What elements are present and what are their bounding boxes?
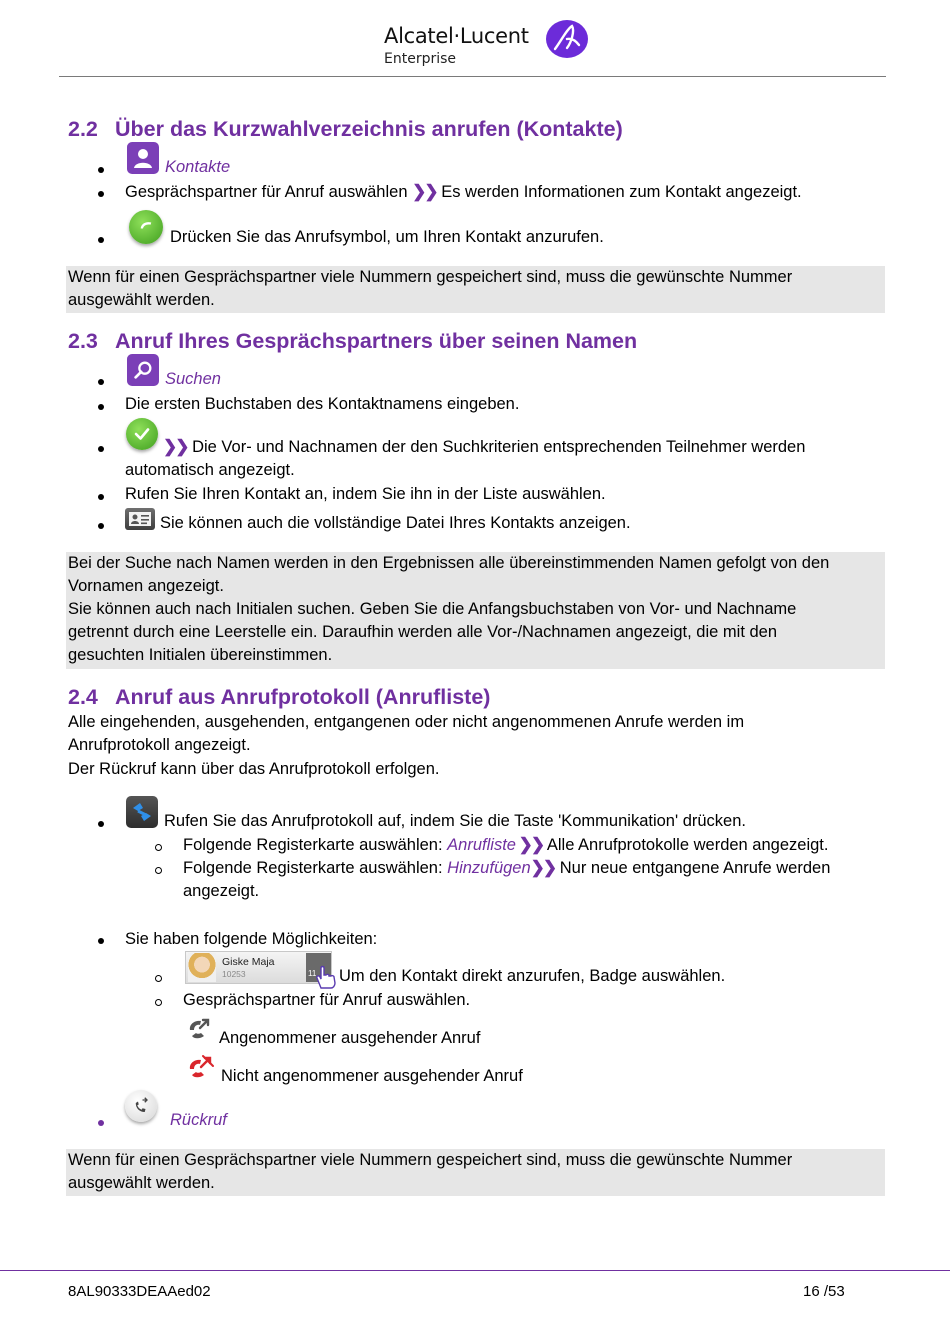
- intro-text: [68, 711, 744, 781]
- bullet: [98, 821, 104, 827]
- chevron-right-icon: ❯❯: [163, 437, 188, 456]
- item-text: angezeigt.: [183, 882, 260, 900]
- missed-outgoing-call-icon: [186, 1053, 216, 1083]
- call-icon[interactable]: [129, 210, 163, 244]
- item-text: Angenommener ausgehender Anruf: [219, 1029, 481, 1047]
- note-line: ausgewählt werden.: [68, 1174, 215, 1192]
- section-title: Über das Kurzwahlverzeichnis anrufen (Kontakte): [115, 117, 623, 141]
- search-icon[interactable]: [127, 354, 159, 386]
- bullet: [98, 938, 104, 944]
- item-text: Nur neue entgangene Anrufe werden: [559, 859, 831, 877]
- footer-rule: [0, 1270, 950, 1271]
- contacts-icon[interactable]: [127, 142, 159, 174]
- contacts-label[interactable]: Kontakte: [165, 158, 231, 176]
- item-text: Rufen Sie das Anrufprotokoll auf, indem Sie die Taste 'Kommunikation' drücken.: [164, 812, 746, 830]
- list-item: [125, 182, 802, 202]
- item-text: automatisch angezeigt.: [125, 461, 295, 479]
- bullet: [98, 404, 104, 410]
- note-line: gesuchten Initialen übereinstimmen.: [68, 646, 333, 664]
- chevron-right-icon: ❯❯: [530, 858, 556, 877]
- answered-outgoing-call-icon: [186, 1016, 212, 1042]
- pointer-hand-icon: [314, 964, 338, 990]
- item-text: Gesprächspartner für Anruf auswählen: [125, 183, 408, 201]
- search-label[interactable]: Suchen: [165, 370, 221, 388]
- item-text: Drücken Sie das Anrufsymbol, um Ihren Kontakt anzurufen.: [170, 228, 604, 246]
- brand-logo-icon: [545, 19, 589, 59]
- note-line: Vornamen angezeigt.: [68, 577, 224, 595]
- note-line: Sie können auch nach Initialen suchen. Geben Sie die Anfangsbuchstaben von Vor- und Nachname: [68, 600, 797, 618]
- intro-line: Der Rückruf kann über das Anrufprotokoll erfolgen.: [68, 759, 440, 778]
- chevron-right-icon: ❯❯: [412, 182, 437, 201]
- sub-bullet: [155, 975, 162, 982]
- badge-number: 10253: [222, 969, 246, 979]
- bullet: [98, 523, 104, 529]
- section-number: 2.2: [68, 117, 98, 141]
- section-heading: [68, 329, 637, 354]
- item-text: Sie haben folgende Möglichkeiten:: [125, 930, 378, 948]
- intro-line: Alle eingehenden, ausgehenden, entgangenen oder nicht angenommenen Anrufe werden im: [68, 713, 745, 731]
- list-item: [163, 437, 805, 457]
- bullet: [98, 379, 104, 385]
- badge-time: 11: [308, 969, 317, 978]
- intro-line: Anrufprotokoll angezeigt.: [68, 736, 251, 755]
- section-heading: [68, 685, 490, 710]
- note-box: [66, 1149, 885, 1196]
- item-text: Es werden Informationen zum Kontakt angezeigt.: [441, 183, 802, 201]
- item-text: Gesprächspartner für Anruf auswählen.: [183, 991, 471, 1009]
- item-text: Die ersten Buchstaben des Kontaktnamens eingeben.: [125, 395, 520, 413]
- doc-id: 8AL90333DEAAed02: [68, 1283, 211, 1300]
- sub-bullet: [155, 999, 162, 1006]
- contact-card-icon[interactable]: [125, 508, 155, 530]
- bullet: [98, 1120, 104, 1126]
- section-number: 2.4: [68, 685, 98, 709]
- list-item: [183, 835, 828, 855]
- item-text: Um den Kontakt direkt anzurufen, Badge auswählen.: [339, 967, 726, 985]
- bullet: [98, 446, 104, 452]
- note-box: [66, 266, 885, 313]
- section-number: 2.3: [68, 329, 98, 353]
- section-title: Anruf Ihres Gesprächspartners über seinen Namen: [115, 329, 638, 353]
- item-text: Folgende Registerkarte auswählen:: [183, 836, 443, 854]
- header-rule: [59, 76, 886, 77]
- bullet: [98, 167, 104, 173]
- item-text: Rufen Sie Ihren Kontakt an, indem Sie ihn in der Liste auswählen.: [125, 485, 606, 503]
- bullet: [98, 494, 104, 500]
- note-line: Wenn für einen Gesprächspartner viele Nummern gespeichert sind, muss die gewünschte Nummer: [68, 268, 793, 286]
- note-line: Bei der Suche nach Namen werden in den Ergebnissen alle übereinstimmenden Namen gefolgt von den: [68, 554, 830, 572]
- note-box: [66, 552, 885, 669]
- note-line: ausgewählt werden.: [68, 291, 215, 309]
- list-item: [183, 858, 830, 878]
- item-text: Alle Anrufprotokolle werden angezeigt.: [546, 836, 829, 854]
- tab-anrufliste[interactable]: Anrufliste: [447, 836, 516, 854]
- bullet: [98, 237, 104, 243]
- section-heading: [68, 117, 623, 142]
- note-line: Wenn für einen Gesprächspartner viele Nummern gespeichert sind, muss die gewünschte Nummer: [68, 1151, 793, 1169]
- page-number: 16 /53: [803, 1283, 845, 1300]
- item-text: Nicht angenommener ausgehender Anruf: [221, 1067, 523, 1085]
- note-line: getrennt durch eine Leerstelle ein. Daraufhin werden alle Vor-/Nachnamen angezeigt, die mit den: [68, 623, 778, 641]
- sub-bullet: [155, 867, 162, 874]
- avatar: [188, 953, 216, 982]
- sub-bullet: [155, 844, 162, 851]
- item-text: Folgende Registerkarte auswählen:: [183, 859, 443, 877]
- item-text: Die Vor- und Nachnamen der den Suchkriterien entsprechenden Teilnehmer werden: [192, 438, 806, 456]
- chevron-right-icon: ❯❯: [515, 835, 544, 854]
- brand-name: Alcatel·Lucent: [384, 24, 529, 48]
- section-title: Anruf aus Anrufprotokoll (Anrufliste): [115, 685, 491, 709]
- communication-key-icon[interactable]: [126, 796, 158, 828]
- brand-sub: Enterprise: [384, 51, 457, 67]
- callback-label[interactable]: Rückruf: [170, 1111, 227, 1129]
- check-icon[interactable]: [126, 418, 158, 450]
- bullet: [98, 191, 104, 197]
- contact-badge[interactable]: [185, 951, 332, 984]
- brand-header: [384, 22, 594, 72]
- callback-icon[interactable]: [125, 1090, 157, 1122]
- tab-hinzufuegen[interactable]: Hinzufügen: [447, 859, 531, 877]
- badge-name: Giske Maja: [222, 956, 275, 968]
- item-text: Sie können auch die vollständige Datei Ihres Kontakts anzeigen.: [160, 514, 631, 532]
